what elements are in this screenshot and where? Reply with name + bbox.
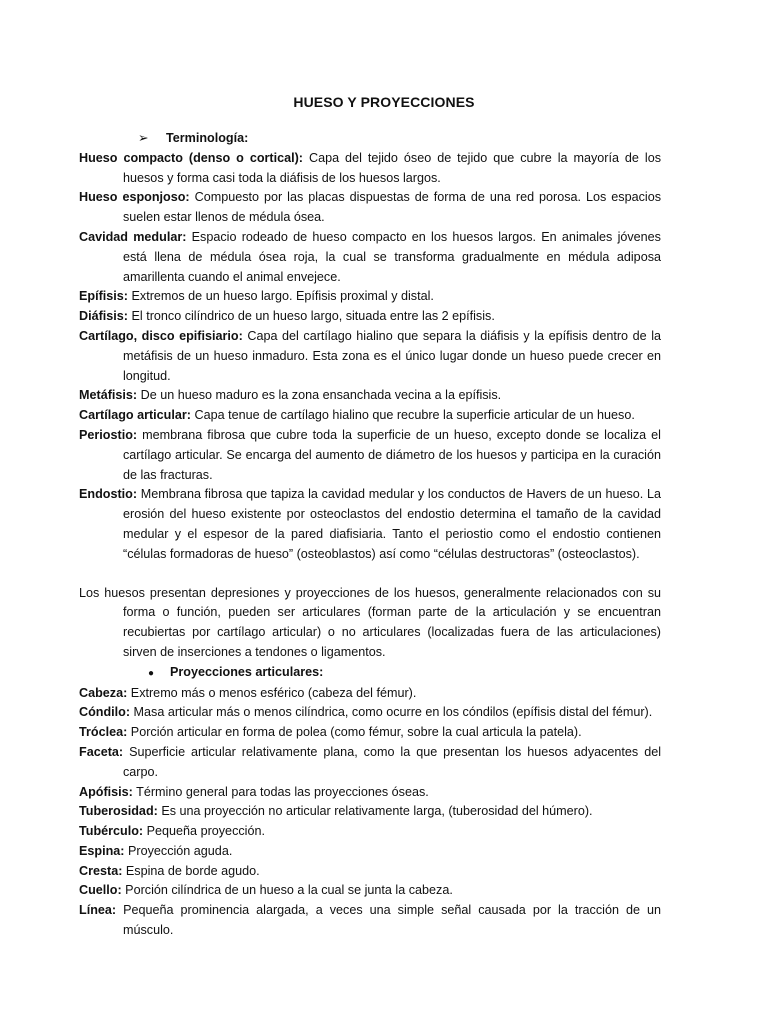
definition-text: Porción cilíndrica de un hueso a la cual se junta la cabeza.: [121, 883, 453, 898]
intro-paragraph: Los huesos presentan depresiones y proyecciones de los huesos, generalmente relacionados con su forma o función, pueden ser articulares (forman parte de la articulación y se encuentran recubiertas por cartílago articular) o no articulares (localizadas fuera de las articulaciones) sirven de inserciones a tendones o ligamentos.: [79, 585, 661, 659]
definition-term: Hueso esponjoso:: [79, 190, 190, 205]
definition-text: Extremos de un hueso largo. Epífisis proximal y distal.: [128, 289, 434, 304]
definition-entry: [79, 802, 661, 822]
definition-term: Cartílago, disco epifisiario:: [79, 328, 243, 343]
definition-text: Espina de borde agudo.: [122, 863, 260, 878]
definition-term: Espina:: [79, 843, 125, 858]
definition-term: Hueso compacto (denso o cortical):: [79, 150, 304, 165]
definition-term: Cavidad medular:: [79, 229, 187, 244]
spacer: [79, 565, 661, 584]
section-heading-terminologia: [79, 129, 661, 149]
section-heading-label: Terminología:: [166, 131, 249, 145]
definition-text: Pequeña prominencia alargada, a veces una simple señal causada por la tracción de un músculo.: [116, 903, 661, 938]
definition-entry: [79, 426, 661, 485]
section-heading-proyecciones: [79, 663, 661, 684]
definition-entry: [79, 406, 661, 426]
definition-term: Apófisis:: [79, 784, 133, 799]
definition-term: Tróclea:: [79, 725, 128, 740]
definition-text: Término general para todas las proyecciones óseas.: [132, 784, 429, 799]
definition-text: Pequeña proyección.: [143, 824, 265, 839]
definition-entry: [79, 723, 661, 743]
definition-text: Porción articular en forma de polea (como fémur, sobre la cual articula la patela).: [127, 725, 582, 740]
definition-term: Faceta:: [79, 744, 124, 759]
definition-entry: [79, 684, 661, 704]
definition-text: Proyección aguda.: [124, 843, 233, 858]
definition-entry: [79, 228, 661, 287]
definition-text: membrana fibrosa que cubre toda la superficie de un hueso, excepto donde se localiza el cartílago articular. Se encarga del aumento de diámetro de los huesos y participa en la curación de las fracturas.: [123, 427, 661, 482]
definition-term: Línea:: [79, 903, 117, 918]
definition-entry: [79, 862, 661, 882]
definition-entry: [79, 901, 661, 941]
definition-term: Diáfisis:: [79, 309, 128, 324]
definition-text: Masa articular más o menos cilíndrica, como ocurre en los cóndilos (epífisis distal del fémur).: [130, 705, 653, 720]
definition-entry: [79, 822, 661, 842]
definition-text: Es una proyección no articular relativamente larga, (tuberosidad del húmero).: [157, 804, 593, 819]
definition-text: Membrana fibrosa que tapiza la cavidad medular y los conductos de Havers de un hueso. La erosión del hueso existente por osteoclastos del endostio determina el tamaño de la cavidad medular y el espesor de la pared diafisiaria. Tanto el periostio como el endostio contienen “células formadoras de hueso” (osteoblastos) así como “células destructoras” (osteoclastos).: [123, 487, 661, 561]
dot-bullet-icon: ●: [148, 667, 155, 679]
definition-term: Cóndilo:: [79, 705, 131, 720]
definition-text: Capa del tejido óseo de tejido que cubre la mayoría de los huesos y forma casi toda la diáfisis de los huesos largos.: [123, 150, 661, 185]
definition-term: Epífisis:: [79, 289, 128, 304]
projections-list: [79, 684, 661, 941]
definition-term: Tuberosidad:: [79, 804, 158, 819]
definition-term: Cabeza:: [79, 685, 128, 700]
definition-text: Espacio rodeado de hueso compacto en los huesos largos. En animales jóvenes está llena de médula ósea roja, la cual se transforma gradualmente en médula adiposa amarillenta cuando el animal envejece.: [123, 229, 661, 284]
definition-term: Cuello:: [79, 883, 122, 898]
arrow-bullet-icon: ➢: [138, 131, 149, 145]
section-heading-label: Proyecciones articulares:: [170, 664, 324, 679]
definition-entry: [79, 842, 661, 862]
definition-entry: [79, 307, 661, 327]
definition-text: Capa tenue de cartílago hialino que recubre la superficie articular de un hueso.: [190, 408, 635, 423]
definition-text: Capa del cartílago hialino que separa la diáfisis y la epífisis dentro de la metáfisis de un hueso inmaduro. Esta zona es el único lugar donde un hueso puede crecer en longitud.: [123, 328, 661, 383]
terminology-list: [79, 149, 661, 565]
document-body: [79, 129, 661, 941]
definition-term: Endostio:: [79, 487, 138, 502]
definition-term: Metáfisis:: [79, 388, 138, 403]
definition-term: Cresta:: [79, 863, 123, 878]
definition-term: Periostio:: [79, 427, 138, 442]
definition-term: Cartílago articular:: [79, 408, 191, 423]
definition-entry: [79, 743, 661, 783]
definition-entry: [79, 783, 661, 803]
definition-entry: [79, 149, 661, 189]
definition-text: Extremo más o menos esférico (cabeza del fémur).: [127, 685, 417, 700]
definition-term: Tubérculo:: [79, 824, 144, 839]
definition-text: Superficie articular relativamente plana, como la que presentan los huesos adyacentes del carpo.: [123, 744, 661, 779]
definition-entry: [79, 327, 661, 386]
definition-entry: [79, 188, 661, 228]
definition-text: De un hueso maduro es la zona ensanchada vecina a la epífisis.: [137, 388, 502, 403]
definition-entry: [79, 881, 661, 901]
page-title: HUESO Y PROYECCIONES: [293, 94, 475, 110]
definition-entry: [79, 485, 661, 564]
definition-entry: [79, 703, 661, 723]
definition-text: El tronco cilíndrico de un hueso largo, situada entre las 2 epífisis.: [128, 309, 495, 324]
definition-entry: [79, 287, 661, 307]
definition-text: Compuesto por las placas dispuestas de forma de una red porosa. Los espacios suelen estar llenos de médula ósea.: [123, 190, 662, 225]
definition-entry: [79, 386, 661, 406]
